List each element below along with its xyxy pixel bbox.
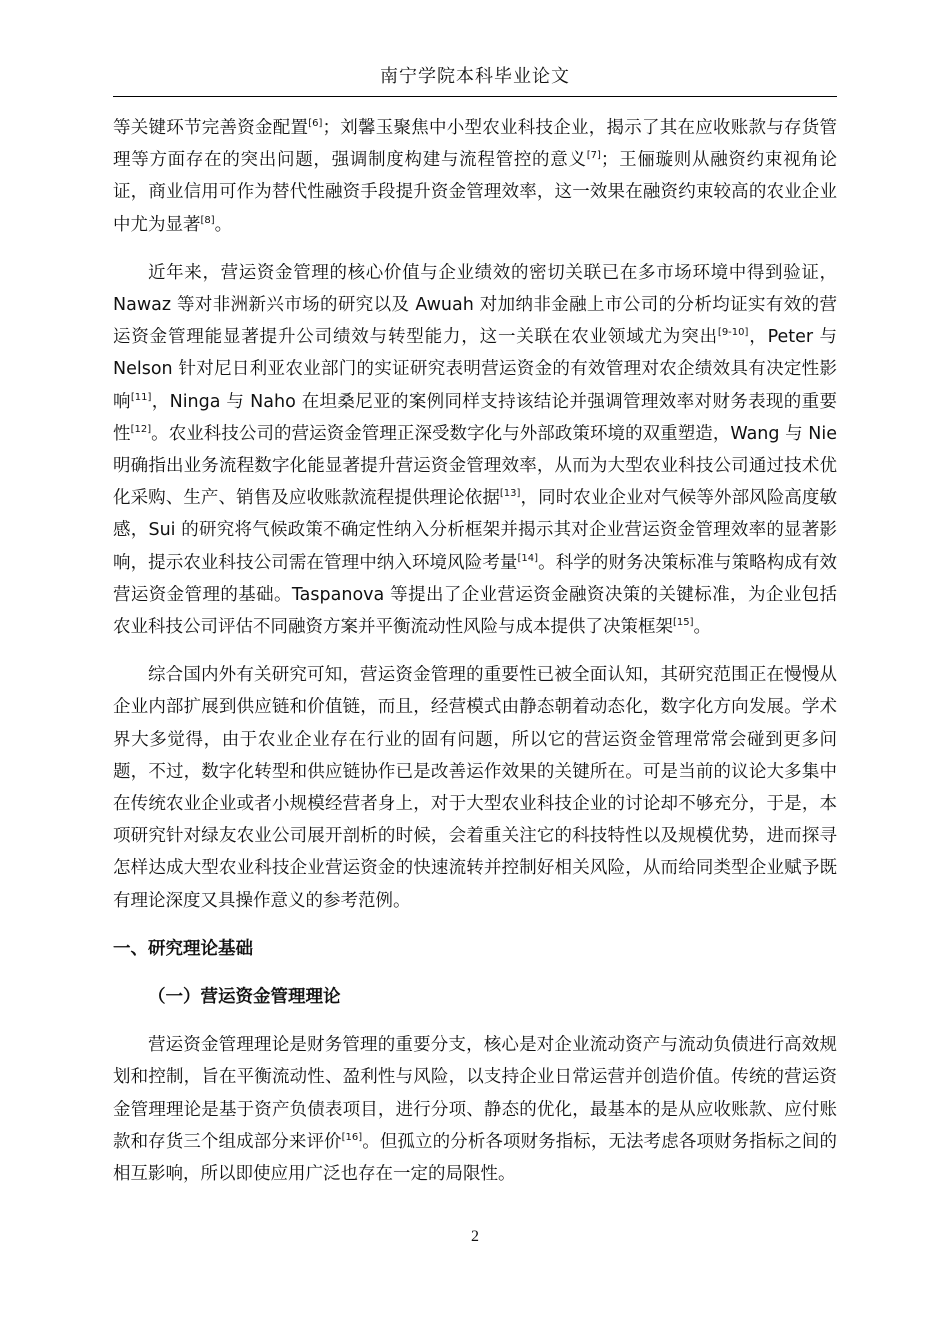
citation: [12] [130, 424, 152, 435]
citation: [14] [517, 552, 539, 564]
citation: [9-10] [717, 327, 749, 339]
citation: [7] [586, 150, 601, 162]
body-text [113, 112, 837, 1190]
citation: [6] [308, 118, 323, 130]
citation: [16] [341, 1132, 363, 1144]
paragraph-1: 等关键环节完善资金配置[6]；刘馨玉聚焦中小型农业科技企业，揭示了其在应收账款与存货管理等方面存在的突出问题，强调制度构建与流程管控的意义[7]；王俪璇则从融资约束视角论证，商业信用可作为替代性融资手段提升资金管理效率，这一效果在融资约束较高的农业企业中尤为显著[8]。 [113, 118, 838, 235]
page-number: 2 [471, 1228, 479, 1245]
citation: [15] [673, 617, 694, 629]
citation: [8] [200, 214, 215, 226]
header-title: 南宁学院本科毕业论文 [380, 66, 570, 87]
running-header [113, 62, 837, 97]
paragraph-4: 营运资金管理理论是财务管理的重要分支，核心是对企业流动资产与流动负债进行高效规划和控制，旨在平衡流动性、盈利性与风险，以支持企业日常运营并创造价值。传统的营运资金管理理论是基于资产负债表项目，进行分项、静态的优化，最基本的是从应收账款、应付账款和存货三个组成部分来评价[16]。但孤立的分析各项财务指标，无法考虑各项财务指标之间的相互影响，所以即使应用广泛也存在一定的局限性。 [113, 1035, 838, 1185]
paragraph-3: 综合国内外有关研究可知，营运资金管理的重要性已被全面认知，其研究范围正在慢慢从企业内部扩展到供应链和价值链，而且，经营模式由静态朝着动态化，数字化方向发展。学术界大多觉得，由于农业企业存在行业的固有问题，所以它的营运资金管理常常会碰到更多问题，不过，数字化转型和供应链协作已是改善运作效果的关键所在。可是当前的议论大多集中在传统农业企业或者小规模经营者身上，对于大型农业科技企业的讨论却不够充分，于是，本项研究针对绿友农业公司展开剖析的时候，会着重关注它的科技特性以及规模优势，进而探寻怎样达成大型农业科技企业营运资金的快速流转并控制好相关风险，从而给同类型企业赋予既有理论深度又具操作意义的参考范例。 [113, 665, 837, 911]
subsection-heading: （一）营运资金管理理论 [148, 987, 341, 1008]
citation: [11] [130, 391, 152, 403]
citation: [13] [499, 488, 521, 500]
section-heading: 一、研究理论基础 [113, 938, 253, 959]
paragraph-2: 近年来，营运资金管理的核心价值与企业绩效的密切关联已在多市场环境中得到验证，Nawaz 等对非洲新兴市场的研究以及 Awuah 对加纳非金融上市公司的分析均证实有效的营运资金管理能显著提升公司绩效与转型能力，这一关联在农业领域尤为突出[9-10]，Peter 与 Nelson 针对尼日利亚农业部门的实证研究表明营运资金的有效管理对农企绩效具有决定性影响[11]，Ninga 与 Naho 在坦桑尼亚的案例同样支持该结论并强调管理效率对财务表现的重要性[12]。农业科技公司的营运资金管理正深受数字化与外部政策环境的双重塑造，Wang 与 Nie 明确指出业务流程数字化能显著提升营运资金管理效率，从而为大型农业科技公司通过技术优化采购、生产、销售及应收账款流程提供理论依据[13]，同时农业企业对气候等外部风险高度敏感，Sui 的研究将气候政策不确定性纳入分析框架并揭示其对企业营运资金管理效率的显著影响，提示农业科技公司需在管理中纳入环境风险考量[14]。科学的财务决策标准与策略构成有效营运资金管理的基础。Taspanova 等提出了企业营运资金融资决策的关键标准，为企业包括农业科技公司评估不同融资方案并平衡流动性风险与成本提供了决策框架[15]。 [113, 262, 838, 638]
